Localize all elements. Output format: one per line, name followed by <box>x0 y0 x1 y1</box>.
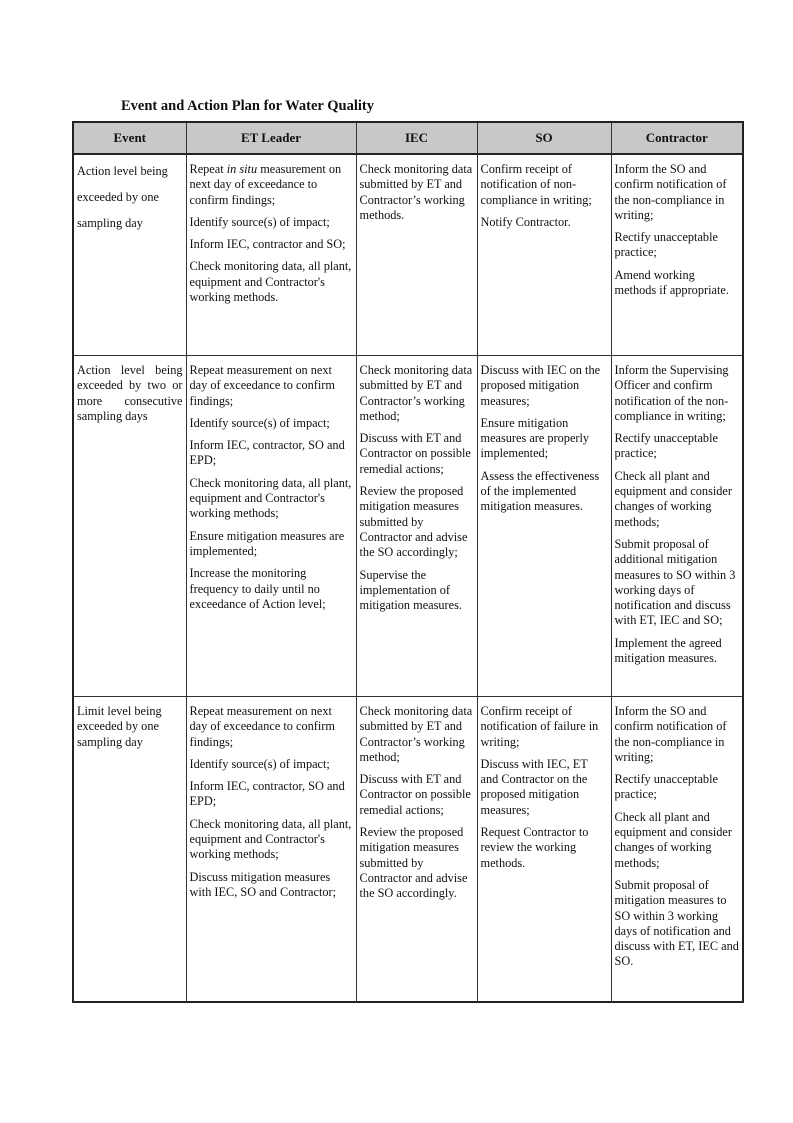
so-cell <box>477 356 611 697</box>
event-text: Action level being exceeded by one sampling day <box>77 164 168 230</box>
action-item: Check all plant and equipment and consider changes of working methods; <box>614 809 732 870</box>
event-cell <box>73 356 186 697</box>
action-item: Inform the Supervising Officer and confirm notification of the non-compliance in writing; <box>614 363 729 423</box>
contractor-cell <box>611 154 743 356</box>
action-item: Identify source(s) of impact; <box>189 214 330 229</box>
iec-cell <box>356 154 477 356</box>
action-item: Inform IEC, contractor, SO and EPD; <box>189 779 345 809</box>
so-cell <box>477 697 611 1003</box>
event-cell <box>73 154 186 356</box>
so-cell <box>477 154 611 356</box>
action-item: Assess the effectiveness of the implemented mitigation measures. <box>480 468 600 514</box>
action-item: Check monitoring data submitted by ET and Contractor’s working method; <box>359 704 473 764</box>
action-item-text: measurement on next day of exceedance to confirm findings; <box>189 162 342 207</box>
header-row <box>73 122 743 154</box>
action-item: Identify source(s) of impact; <box>189 756 330 771</box>
iec-cell <box>356 697 477 1003</box>
action-item: Check monitoring data, all plant, equipment and Contractor's working methods; <box>189 475 352 521</box>
action-item <box>190 162 353 208</box>
et-leader-cell <box>186 697 356 1003</box>
header-event: Event <box>73 122 186 154</box>
action-item: Check monitoring data, all plant, equipment and Contractor's working methods. <box>189 259 352 305</box>
action-item: Submit proposal of mitigation measures to SO within 3 working days of notification and discuss with ET, IEC and SO. <box>614 877 739 969</box>
event-cell <box>73 697 186 1003</box>
action-item: Ensure mitigation measures are properly implemented; <box>480 415 590 461</box>
contractor-cell <box>611 356 743 697</box>
action-item: Discuss with ET and Contractor on possible remedial actions; <box>359 431 471 476</box>
action-item: Discuss mitigation measures with IEC, SO and Contractor; <box>189 869 337 899</box>
action-item: Inform IEC, contractor and SO; <box>189 237 346 252</box>
action-item: Implement the agreed mitigation measures. <box>614 635 722 666</box>
iec-cell <box>356 356 477 697</box>
action-item: Review the proposed mitigation measures submitted by Contractor and advise the SO accordingly; <box>359 484 468 560</box>
contractor-cell <box>611 697 743 1003</box>
action-item: Check monitoring data submitted by ET and Contractor’s working method; <box>359 363 473 423</box>
action-item: Rectify unacceptable practice; <box>614 772 718 802</box>
header-iec: IEC <box>356 122 477 154</box>
header-contractor: Contractor <box>611 122 743 154</box>
page-title: Event and Action Plan for Water Quality <box>121 98 374 114</box>
event-text: Limit level being exceeded by one sampling day <box>77 704 162 749</box>
action-item: Identify source(s) of impact; <box>189 415 330 430</box>
action-item: Confirm receipt of notification of non-compliance in writing; <box>480 162 592 207</box>
action-item: Amend working methods if appropriate. <box>614 267 729 298</box>
action-item: Request Contractor to review the working methods. <box>480 825 589 870</box>
table-row <box>73 356 743 697</box>
action-item: Rectify unacceptable practice; <box>614 230 718 260</box>
action-item: Review the proposed mitigation measures submitted by Contractor and advise the SO accordingly. <box>359 825 468 901</box>
action-item: Check monitoring data submitted by ET and Contractor’s working methods. <box>359 162 473 222</box>
action-item: Ensure mitigation measures are implemented; <box>189 528 345 558</box>
action-item: Submit proposal of additional mitigation measures to SO within 3 working days of notification and discuss with ET, IEC and SO; <box>614 536 736 628</box>
event-text: Action level being exceeded by two or more consecutive sampling days <box>77 363 183 423</box>
action-item: Rectify unacceptable practice; <box>614 431 718 461</box>
action-item: Discuss with ET and Contractor on possible remedial actions; <box>359 772 471 817</box>
table-row <box>73 154 743 356</box>
action-item-text: Repeat <box>189 162 227 176</box>
action-item: Inform the SO and confirm notification of the non-compliance in writing; <box>614 162 727 222</box>
action-item: Inform IEC, contractor, SO and EPD; <box>189 438 345 468</box>
action-item: Increase the monitoring frequency to daily until no exceedance of Action level; <box>189 566 326 611</box>
et-leader-cell <box>186 356 356 697</box>
table-header <box>73 122 743 154</box>
table-row <box>73 697 743 1003</box>
action-item: Notify Contractor. <box>480 214 571 229</box>
action-item: Discuss with IEC on the proposed mitigation measures; <box>480 363 601 408</box>
action-item: Check all plant and equipment and consider changes of working methods; <box>614 468 732 529</box>
action-item: Supervise the implementation of mitigation measures. <box>359 567 462 613</box>
action-item: Confirm receipt of notification of failure in writing; <box>480 704 599 749</box>
header-et-leader: ET Leader <box>186 122 356 154</box>
action-item: Inform the SO and confirm notification of the non-compliance in writing; <box>614 704 727 764</box>
action-item: Discuss with IEC, ET and Contractor on the proposed mitigation measures; <box>480 756 588 817</box>
et-leader-cell <box>186 154 356 356</box>
action-item-emphasis: in situ <box>226 162 258 176</box>
action-item: Repeat measurement on next day of exceedance to confirm findings; <box>189 704 335 749</box>
event-action-table <box>72 121 744 1003</box>
action-item: Repeat measurement on next day of exceedance to confirm findings; <box>189 363 335 408</box>
action-item: Check monitoring data, all plant, equipment and Contractor's working methods; <box>189 816 352 862</box>
header-so: SO <box>477 122 611 154</box>
